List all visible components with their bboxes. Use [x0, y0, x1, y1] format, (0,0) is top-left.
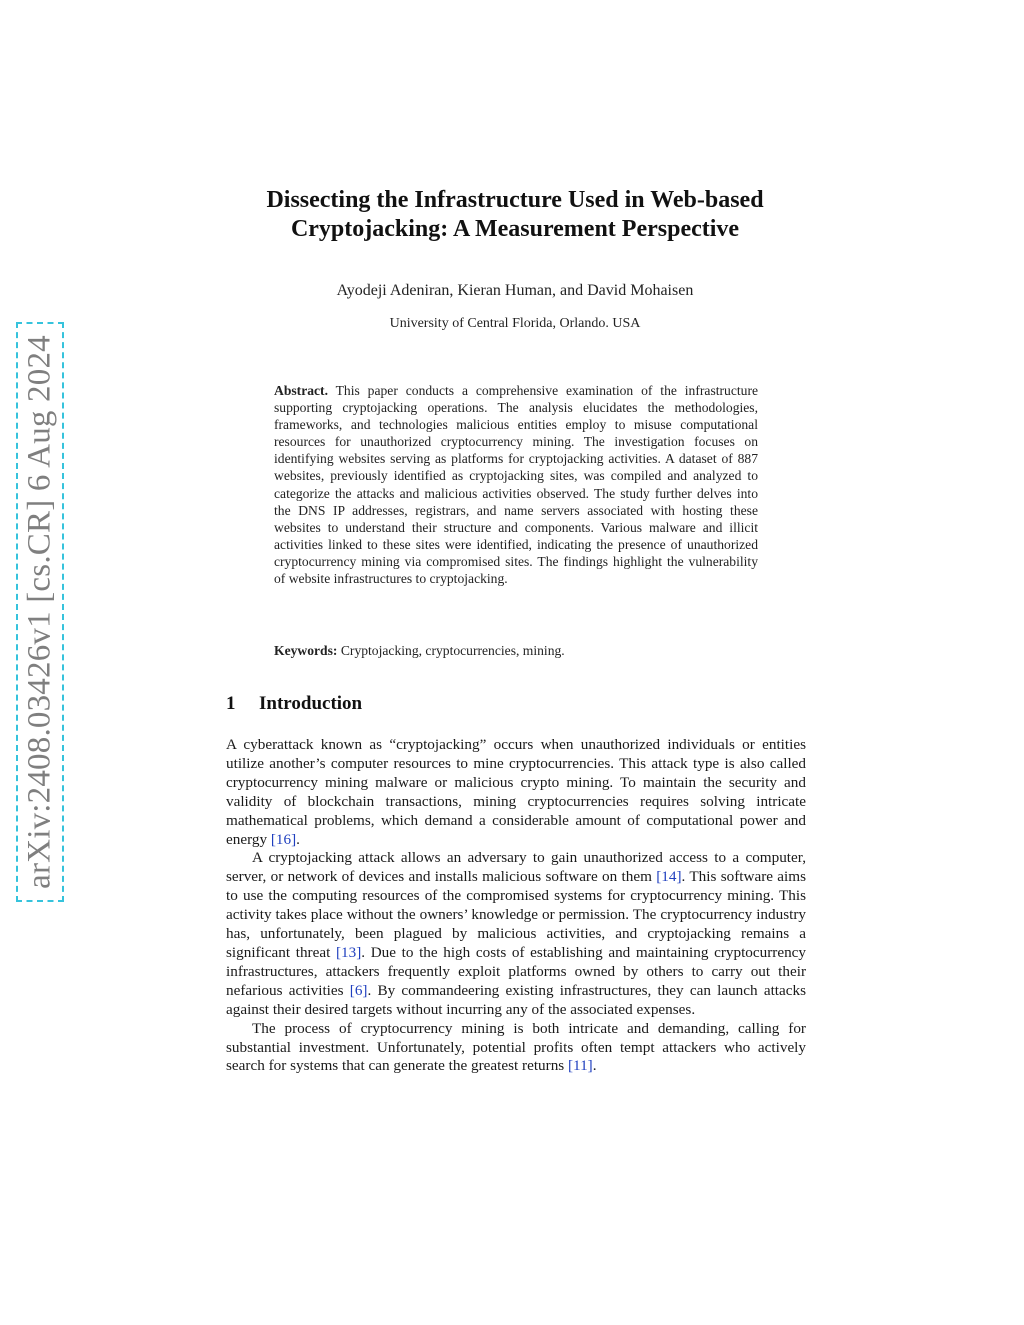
paragraph-3-end: . — [592, 1057, 597, 1075]
abstract-text: This paper conducts a comprehensive examination of the infrastructure supporting cryptojacking operations. The analysis elucidates the methodologies, frameworks, and technologies malicious entities employ to misuse computational resources for unauthorized cryptocurrency mining. The investigation focuses on identifying websites serving as platforms for cryptojacking activities. A dataset of 887 websites, previously identified as cryptojacking sites, was compiled and analyzed to categorize the attacks and malicious activities observed. The study further delves into the DNS IP addresses, registrars, and name servers associated with hosting these websites to understand their structure and components. Various malware and illicit activities linked to these sites were identified, indicating the presence of unauthorized cryptocurrency mining via compromised sites. The findings highlight the vulnerability of website infrastructures to cryptojacking. — [274, 383, 758, 587]
citation-6[interactable]: [6] — [349, 981, 368, 999]
keywords-label: Keywords: — [274, 643, 338, 658]
citation-16[interactable]: [16] — [270, 830, 297, 848]
paragraph-2-text-c: . Due to the high costs of establishing and maintaining cryptocurrency infrastructures, attackers frequently exploit platforms owned by others to carry out their nefarious activities — [226, 943, 807, 999]
abstract-label: Abstract. — [274, 383, 328, 398]
paper-title — [200, 186, 830, 244]
arxiv-identifier: arXiv:2408.03426v1 [cs.CR] 6 Aug 2024 — [21, 335, 58, 889]
citation-14[interactable]: [14] — [656, 868, 682, 886]
introduction-body — [226, 736, 806, 1076]
paper-affiliation: University of Central Florida, Orlando. USA — [389, 316, 641, 331]
arxiv-side-stamp — [16, 322, 64, 902]
paper-title-line-2: Cryptojacking: A Measurement Perspective — [290, 216, 740, 242]
paper-title-line-1: Dissecting the Infrastructure Used in Web-based — [266, 187, 764, 213]
paragraph-1-text: A cyberattack known as “cryptojacking” occurs when unauthorized individuals or entities utilize another’s computer resources to mine cryptocurrencies. This attack type is also called cryptocurrency mining malware or malicious crypto mining. To maintain the security and validity of blockchain transactions, mining cryptocurrencies requires solving intricate mathematical problems, which demand a considerable amount of computational power and energy — [226, 736, 806, 848]
paper-authors: Ayodeji Adeniran, Kieran Human, and David Mohaisen — [336, 282, 694, 299]
paragraph-2-text-a: A cryptojacking attack allows an adversary to gain unauthorized access to a computer, server, or network of devices and installs malicious software on them — [226, 849, 806, 886]
section-heading-introduction — [226, 693, 362, 715]
keywords-text: Cryptojacking, cryptocurrencies, mining. — [340, 643, 565, 658]
abstract — [274, 382, 758, 587]
paragraph-1 — [226, 736, 806, 849]
paragraph-2-text-b: . This software aims to use the computing resources of the compromised systems for cryptocurrency mining. This activity takes place without the owners’ knowledge or permission. The cryptocurrency industry has, unfortunately, been plagued by malicious activities, and cryptojacking remains a significant threat — [226, 868, 806, 961]
paragraph-2-text-d: . By commandeering existing infrastructures, they can launch attacks against their desired targets without incurring any of the associated expenses. — [226, 981, 806, 1018]
citation-13[interactable]: [13] — [335, 943, 362, 961]
section-title: Introduction — [259, 693, 363, 714]
citation-11[interactable]: [11] — [568, 1057, 593, 1075]
keywords — [274, 643, 758, 659]
paragraph-3 — [226, 1020, 806, 1077]
paragraph-2 — [226, 849, 806, 1019]
paragraph-1-end: . — [296, 830, 300, 848]
paragraph-3-text: The process of cryptocurrency mining is both intricate and demanding, calling for substantial investment. Unfortunately, potential profits often tempt attackers who actively search for systems that can generate the greatest returns — [226, 1019, 806, 1075]
section-number: 1 — [226, 693, 236, 714]
